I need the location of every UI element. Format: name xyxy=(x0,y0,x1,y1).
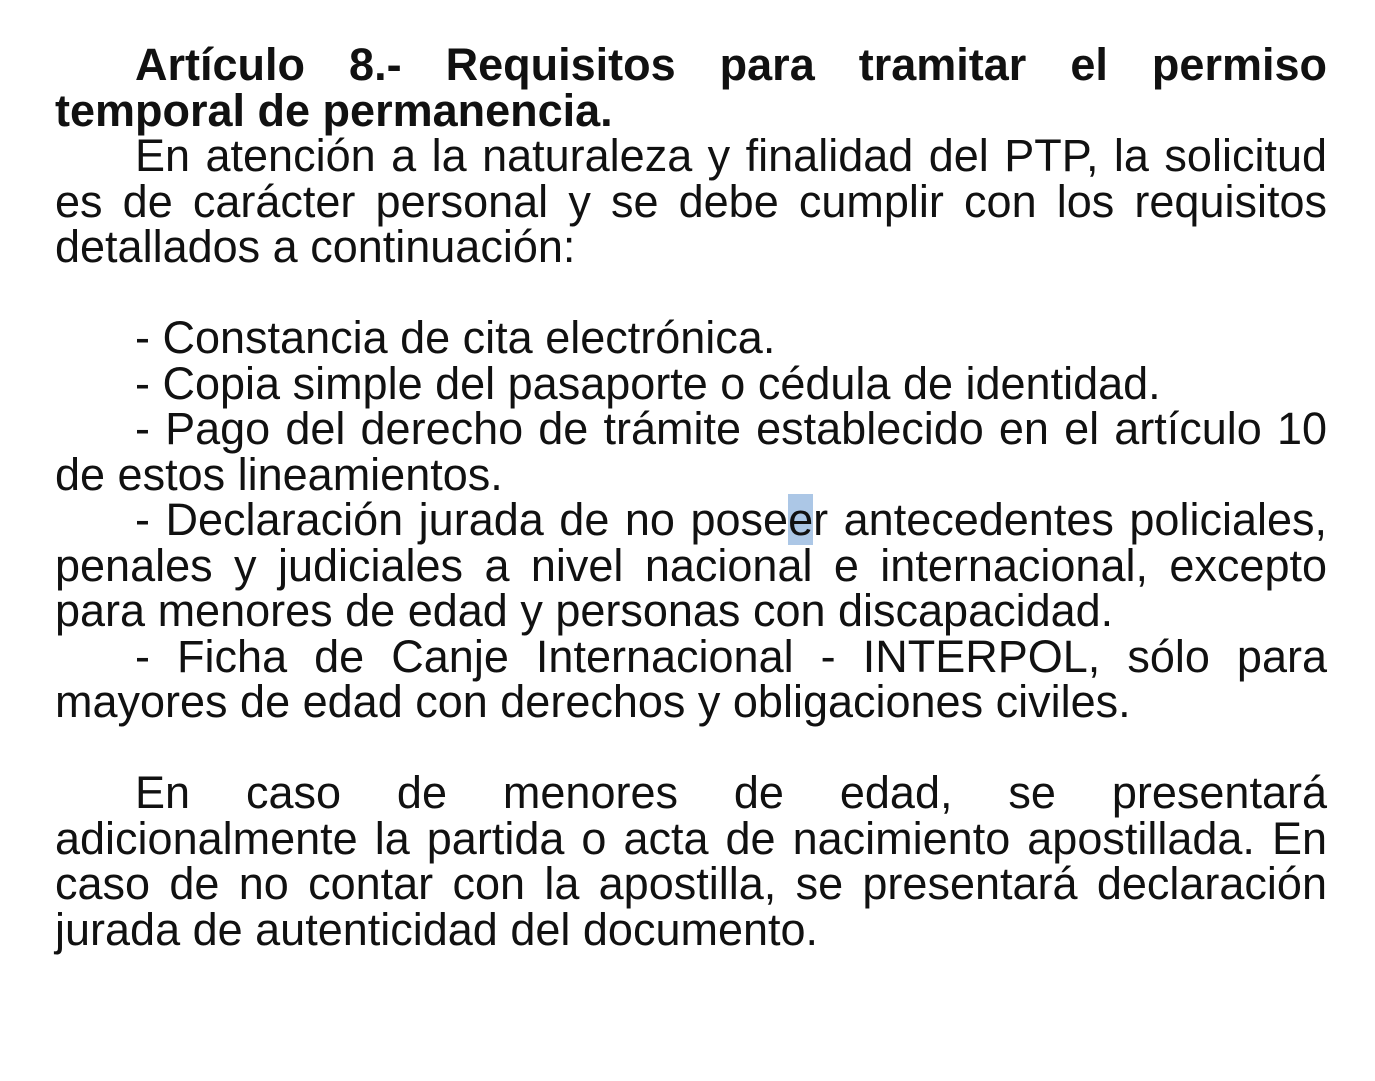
spacer xyxy=(55,725,1327,771)
requirement-item: - Constancia de cita electrónica. xyxy=(135,312,776,363)
requirement-text-after: r antecedentes policiales, penales y judiciales a nivel nacional e internacional, excepto para menores de edad y personas con discapacidad. xyxy=(55,494,1327,636)
requirement-item: - Ficha de Canje Internacional - INTERPOL, sólo para mayores de edad con derechos y obligaciones civiles. xyxy=(55,630,1327,727)
requirements-list xyxy=(55,312,1327,727)
intro-paragraph: En atención a la naturaleza y finalidad del PTP, la solicitud es de carácter personal y se debe cumplir con los requisitos detallados a continuación: xyxy=(55,130,1327,272)
spacer xyxy=(55,270,1327,316)
requirement-item: - Pago del derecho de trámite establecido en el artículo 10 de estos lineamientos. xyxy=(55,403,1327,500)
article-heading: Artículo 8.- Requisitos para tramitar el permiso temporal de permanencia. xyxy=(55,39,1327,136)
text-selection-highlight[interactable]: e xyxy=(788,494,814,545)
requirement-text-before: - Declaración jurada de no pose xyxy=(135,494,789,545)
requirement-item[interactable] xyxy=(55,494,1327,636)
requirement-item: - Copia simple del pasaporte o cédula de identidad. xyxy=(135,357,1161,409)
document-page xyxy=(55,39,1327,955)
closing-paragraph: En caso de menores de edad, se presentará adicionalmente la partida o acta de nacimiento apostillada. En caso de no contar con la apostilla, se presentará declaración jurada de autenticidad del documento. xyxy=(55,767,1327,955)
